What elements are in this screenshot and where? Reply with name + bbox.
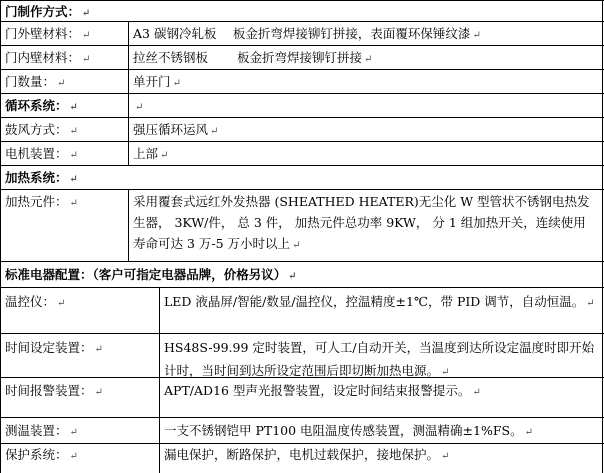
spec-label: 时间设定装置： bbox=[5, 340, 93, 355]
table-row: 鼓风方式： ↵ 强压循环运风 ↵ bbox=[0, 117, 604, 141]
spec-value: 漏电保护，断路保护，电机过载保护，接地保护。 bbox=[164, 447, 440, 462]
table-row: 门数量： ↵ 单开门 ↵ bbox=[0, 69, 604, 93]
table-row: 门制作方式： ↵ bbox=[0, 0, 604, 21]
spec-value: 拉丝不锈钢板 板金折弯焊接铆钉拼接 bbox=[133, 50, 362, 65]
table-row: 保护系统： ↵ 漏电保护，断路保护，电机过载保护，接地保护。 ↵ bbox=[0, 443, 604, 473]
section-title: 标准电器配置：（客户可指定电器品牌，价格另议） bbox=[5, 267, 287, 282]
spec-value: LED 液晶屏/智能/数显/温控仪，控温精度±1℃，带 PID 调节，自动恒温。 bbox=[164, 294, 585, 309]
table-row: 时间报警装置： ↵ APT/AD16 型声光报警装置，设定时间结束报警提示。 ↵ bbox=[0, 377, 604, 417]
table-row: 标准电器配置：（客户可指定电器品牌，价格另议） ↵ bbox=[0, 261, 604, 287]
spec-value: A3 碳钢冷轧板 板金折弯焊接铆钉拼接，表面覆环保锤纹漆 bbox=[133, 26, 471, 41]
table-row: 门内壁材料： ↵ 拉丝不锈钢板 板金折弯焊接铆钉拼接 ↵ bbox=[0, 45, 604, 69]
section-title: 门制作方式： bbox=[5, 4, 81, 19]
spec-label: 加热元件： bbox=[5, 194, 68, 209]
spec-label: 门数量： bbox=[5, 74, 56, 89]
spec-value: HS48S-99.99 定时装置，可人工/自动开关，当温度到达所设定温度时即开始计时，当时间到达所设定范围后即切断加热电源。 bbox=[164, 340, 595, 377]
table-row: 加热元件： ↵ 采用覆套式远红外发热器 (SHEATHED HEATER)无尘化 W 型管状不锈钢电热发生器， 3KW/件， 总 3 件， 加热元件总功率 9KW， 分 1 组加热开关，连续使用寿命可达 3 万-5 万小时以上 ↵ bbox=[0, 189, 604, 261]
table-row: 电机装置： ↵ 上部 ↵ bbox=[0, 141, 604, 165]
spec-value: APT/AD16 型声光报警装置，设定时间结束报警提示。 bbox=[164, 383, 471, 398]
spec-value: 单开门 bbox=[133, 74, 171, 89]
spec-label: 门内壁材料： bbox=[5, 50, 81, 65]
spec-label: 保护系统： bbox=[5, 447, 68, 462]
spec-label: 温控仪： bbox=[5, 294, 56, 309]
spec-label: 电机装置： bbox=[5, 146, 68, 161]
section-title: 加热系统： bbox=[5, 170, 68, 185]
table-row: 加热系统： ↵ bbox=[0, 165, 604, 189]
spec-value: 一支不锈钢铠甲 PT100 电阻温度传感装置，测温精确±1%FS。 bbox=[164, 423, 523, 438]
spec-value: 强压循环运风 bbox=[133, 122, 209, 137]
table-row: 循环系统： ↵ ↵ bbox=[0, 93, 604, 117]
spec-value: 采用覆套式远红外发热器 (SHEATHED HEATER)无尘化 W 型管状不锈钢电热发生器， 3KW/件， 总 3 件， 加热元件总功率 9KW， 分 1 组加热开关，连续使用寿命可达 3 万-5 万小时以上 bbox=[133, 194, 590, 251]
table-row: 温控仪： ↵ LED 液晶屏/智能/数显/温控仪，控温精度±1℃，带 PID 调节，自动恒温。 ↵ bbox=[0, 287, 604, 333]
table-row: 时间设定装置： ↵ HS48S-99.99 定时装置，可人工/自动开关，当温度到达所设定温度时即开始计时，当时间到达所设定范围后即切断加热电源。 ↵ bbox=[0, 333, 604, 377]
spec-value: 上部 bbox=[133, 146, 159, 161]
section-title: 循环系统： bbox=[5, 98, 68, 113]
table-row: 门外壁材料： ↵ A3 碳钢冷轧板 板金折弯焊接铆钉拼接，表面覆环保锤纹漆 ↵ bbox=[0, 21, 604, 45]
spec-label: 测温装置： bbox=[5, 423, 68, 438]
spec-label: 时间报警装置： bbox=[5, 383, 93, 398]
spec-label: 门外壁材料： bbox=[5, 26, 81, 41]
spec-label: 鼓风方式： bbox=[5, 122, 68, 137]
table-row: 测温装置： ↵ 一支不锈钢铠甲 PT100 电阻温度传感装置，测温精确±1%FS。 ↵ bbox=[0, 417, 604, 443]
